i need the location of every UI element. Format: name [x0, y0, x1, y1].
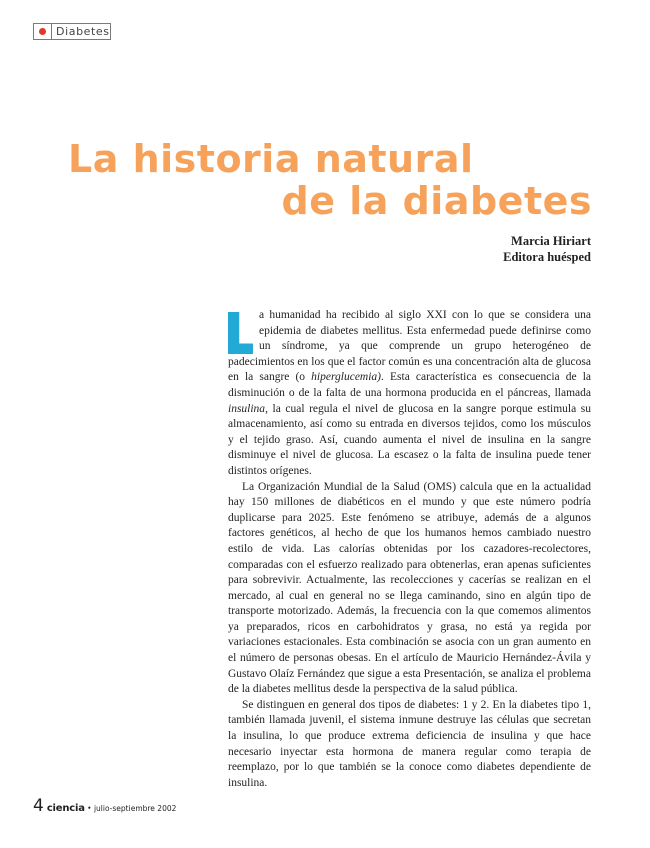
- title-line-2: de la diabetes: [281, 179, 592, 223]
- issue-date: julio-septiembre 2002: [93, 804, 177, 813]
- bullet-icon: [39, 28, 46, 35]
- p1-text-a: a humanidad ha recibido al siglo XXI con lo que se considera una epidemia de diabetes mellitus. Esta enfermedad puede definirse como un síndrome, ya que comprende un grupo heterogéneo de padecimientos en los que el factor común es una concentración alta de glucosa en la sangre (o: [228, 309, 591, 384]
- section-tag: [33, 23, 111, 40]
- p1-text-c: , la cual regula el nivel de glucosa en la sangre porque estimula su almacenamiento, así como su entrada en diversos tejidos, como los músculos y el tejido graso. Así, cuando aumenta el nivel de insulina en la sangre disminuye el nivel de glucosa. La escasez o la falta de insulina puede tener distintos orígenes.: [228, 402, 591, 477]
- article-body: [228, 308, 591, 791]
- paragraph-1: [228, 308, 591, 480]
- paragraph-3: Se distinguen en general dos tipos de diabetes: 1 y 2. En la diabetes tipo 1, también llamada juvenil, el sistema inmune destruye las células que secretan la insulina, lo que produce extrema deficiencia de insulina y que hace necesario inyectar esta hormona de manera regular como terapia de reemplazo, por lo que también se la conoce como diabetes dependiente de insulina.: [228, 698, 591, 789]
- author-name: Marcia Hiriart: [511, 234, 591, 248]
- footer-separator: •: [87, 803, 91, 813]
- dropcap-letter: L: [228, 312, 253, 354]
- p1-text-b: . Esta característica es consecuencia de la disminución o de la falta de una hormona producida en el páncreas, llamada: [228, 371, 591, 399]
- section-label: Diabetes: [56, 25, 110, 38]
- tag-divider: [51, 23, 52, 40]
- page-number: 4: [33, 796, 44, 816]
- byline: [503, 233, 591, 265]
- article-title: [68, 138, 592, 222]
- paragraph-2: La Organización Mundial de la Salud (OMS) calcula que en la actualidad hay 150 millones de diabéticos en el mundo y que este número podría duplicarse para 2025. Este fenómeno se atribuye, además de a algunos factores genéticos, al hecho de que los humanos hemos cambiado nuestro estilo de vida. Las calorías obtenidas por los cazadores-recolectores, comparadas con el esfuerzo realizado para obtenerlas, eran apenas suficientes para sobrevivir. Actualmente, las recolecciones y cacerías se realizan en el mercado, al cual en general no se llega caminando, sino en algún tipo de transporte motorizado. Además, la frecuencia con la que comemos alimentos ya preparados, ricos en carbohidratos y grasa, no está ya regida por variaciones estacionales. Esta combinación se asocia con un gran aumento en el número de personas obesas. En el artículo de Mauricio Hernández-Ávila y Gustavo Olaíz Fernández que sigue a esta Presentación, se analiza el problema de la diabetes mellitus desde la perspectiva de la salud pública.: [228, 480, 591, 696]
- term-insulina: insulina: [228, 402, 266, 415]
- page-footer: [33, 796, 176, 816]
- term-hiperglucemia: hiperglucemia): [311, 371, 382, 384]
- author-role: Editora huésped: [503, 250, 591, 264]
- title-line-1: La historia natural: [68, 137, 474, 181]
- journal-name: ciencia: [46, 803, 85, 814]
